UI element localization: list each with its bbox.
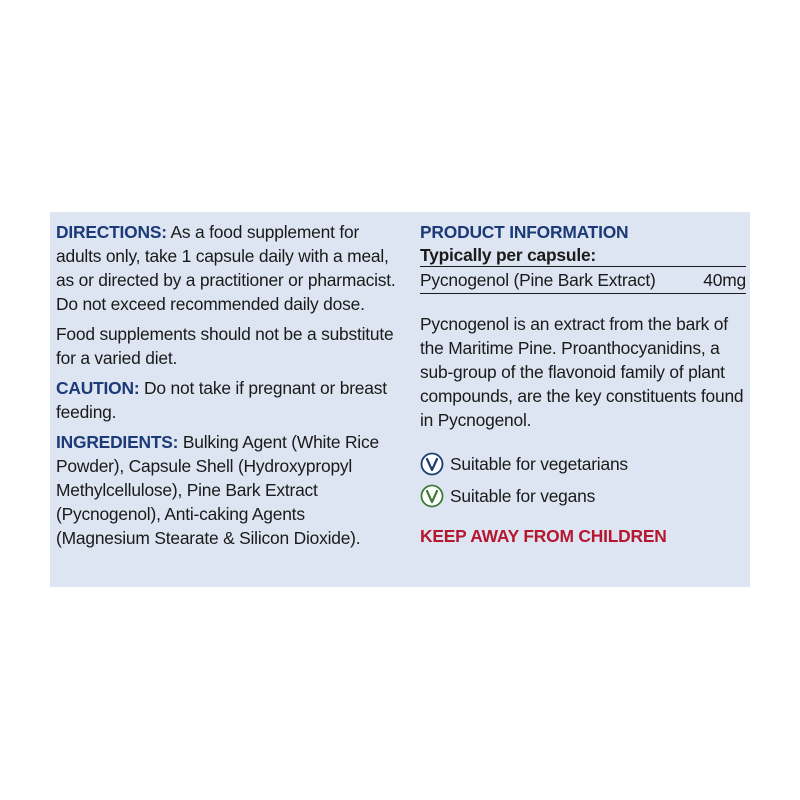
- caution-paragraph: [56, 376, 402, 424]
- directions-label: DIRECTIONS:: [56, 222, 167, 242]
- table-bottom-rule: [420, 293, 746, 294]
- directions-paragraph: [56, 220, 402, 316]
- suitable-vegans-text: Suitable for vegans: [450, 486, 596, 506]
- suitable-vegetarians-text: Suitable for vegetarians: [450, 454, 628, 474]
- product-information-heading: PRODUCT INFORMATION: [420, 222, 629, 242]
- nutrient-amount: 40mg: [703, 270, 746, 290]
- directions-text: As a food supplement for adults only, take 1 capsule daily with a meal, as or directed by a practitioner or pharmacist. Do not exceed recommended daily dose.: [56, 222, 396, 314]
- nutrient-name: Pycnogenol (Pine Bark Extract): [420, 270, 656, 290]
- caution-text: Do not take if pregnant or breast feeding.: [56, 378, 387, 422]
- suitable-vegetarians-row: [420, 450, 746, 478]
- ingredients-label: INGREDIENTS:: [56, 432, 179, 452]
- caution-label: CAUTION:: [56, 378, 140, 398]
- ingredients-text: Bulking Agent (White Rice Powder), Capsule Shell (Hydroxypropyl Methylcellulose), Pine Bark Extract (Pycnogenol), Anti-caking Agents (Magnesium Stearate & Silicon Dioxide).: [56, 432, 379, 548]
- suitable-vegans-row: [420, 482, 746, 510]
- label-panel: [50, 212, 750, 587]
- keep-away-warning: KEEP AWAY FROM CHILDREN: [420, 526, 667, 546]
- vegan-icon: [420, 484, 444, 508]
- product-description: Pycnogenol is an extract from the bark of the Maritime Pine. Proanthocyanidins, a sub-group of the flavonoid family of plant compounds, are the key constituents found in Pycnogenol.: [420, 314, 744, 430]
- nutrient-row: [420, 267, 746, 293]
- ingredients-paragraph: [56, 430, 402, 550]
- vegetarian-icon: [420, 452, 444, 476]
- typically-per-capsule: Typically per capsule:: [420, 245, 597, 265]
- substitute-note: Food supplements should not be a substitute for a varied diet.: [56, 324, 394, 368]
- right-column: [420, 220, 746, 548]
- left-column: [56, 220, 402, 556]
